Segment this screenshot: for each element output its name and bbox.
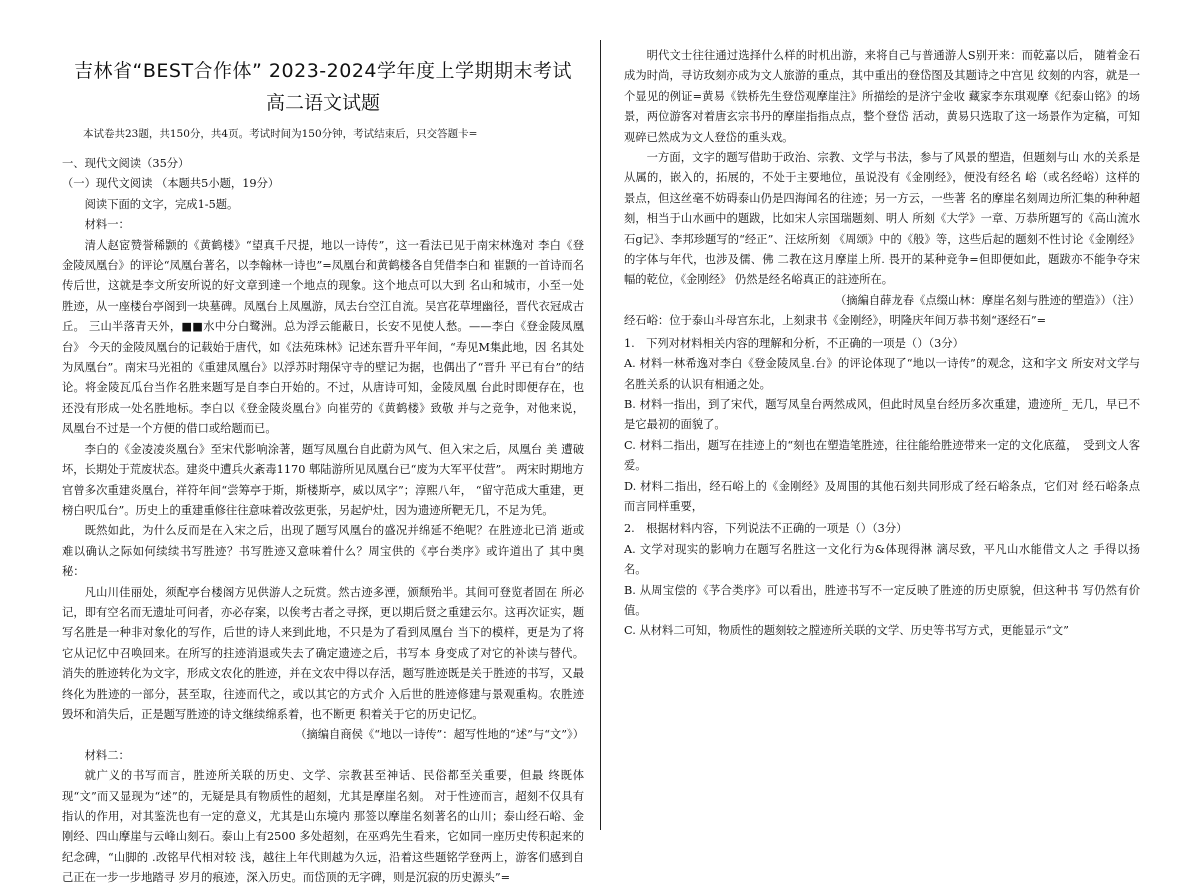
question-option: C. 材料二指出，题写在挂迹上的“刻也在塑造笔胜迹，往往能给胜迹带来一定的文化底蕴， 受到文人客爱。 (624, 438, 1140, 473)
material2-footnote: 经石峪：位于泰山斗母宫东北，上刻隶书《金刚经》，明隆庆年间万恭书刻“逐经石”= (624, 314, 1047, 328)
material2-citation: （摘編自薛龙春《点缀山林：摩崖名刻与胜迹的塑造》）（注） (834, 293, 1140, 307)
material1-paragraph: 清人赵宧赞誉稀颢的《黄鹤楼》“望真千尺提，地以一诗传”，这一看法已见于南宋林逸对 李白《登金陵凤凰台》的评论“凤凰台著名，以李翰林一诗也”=凤凰台和黄鹤楼各自凭借李白和 崔颢的一首诗而名传后世，这就是李文所安所说的好文章到達一个地点的现象。这个地点可以大到 名山和城市，小至一处胜迹，从一座楼台亭阁到一块墓碑。凤凰台上凤凰游，凤去台空江自流。吴宫花草埋幽径，晋代衣冠成古丘。 三山半落青天外，■■水中分白鹭洲。总为浮云能蔽日，长安不见使人愁。——李白《登金陵凤凰台》 今天的金陵凤凰台的记载始于唐代，如《法苑珠林》记述东晋升平年间，“寿见M集此地，因 名其处为凤凰台”。南宋马光祖的《重建凤凰台》以浮苏时翔保守寺的壁记为据，也偶出了“晋升 平已有台”的结论。将金陵瓦瓜台当作名胜来题写是自李白开始的。不过，从唐诗可知，金陵凤凰 台此时即便存在，也还没有形成一处名胜地标。李白以《登金陵炎凰台》向崔劳的《黄鹤楼》致敬 并与之竞争，对他来说，凤凰台不过是一个方便的借口或给题而已。 (62, 238, 584, 436)
reading-instruction: 阅读下面的文字，完成1-5题。 (84, 197, 239, 211)
material2-label: 材料二： (84, 748, 130, 762)
exam-note: 本试卷共23题，共150分，共4页。考试时间为150分钟，考试结束后，只交答题卡= (83, 128, 478, 140)
question-option: D. 材料二指出，经石峪上的《金刚经》及周围的其他石刻共同形成了经石峪条点，它们对 经石峪条点而言同样重要， (624, 479, 1140, 513)
material1-label: 材料一： (84, 218, 130, 232)
question-option: A. 文学对现实的影响力在题写名胜这一文化行为&体现得淋 漓尽致，平凡山水能借文人之 手得以扬名。 (624, 542, 1140, 577)
column-divider (600, 40, 601, 830)
material1-paragraph: 李白的《金凌凌炎凰台》至宋代影响涂著，题写凤凰台自此蔚为风气、但入宋之后，凤凰台 美 遭破坏，长期处于荒废状态。建炎中遭兵火紊毒1170 郫陆游所见凤凰台已“废为大军平仗营”。 两宋时期地方官曾多次重建炎凰台，祥符年间“尝筹亭于斯，斯楼斯亭，威以凤字”；淳熙八年， “留守范成大重建，更榜白呎瓜台”。历史上的重建重修往往意味着改弦更张，另起炉灶，因为遗迹所靶无几，不足为凭。 (62, 442, 584, 517)
sub-section-heading: （一）现代文阅读 （本题共5小题，19分） (62, 177, 280, 191)
material2-paragraph: 一方面，文字的题写借助于政治、宗教、文学与书法，参与了风景的塑造，但题刻与山 水的关系是从属的，嵌入的，拓展的，不处于主要地位，虽说没有《金刚经》，便没有经名 峪（或名经峪）这样的景点，但这丝毫不妨碍泰山仍是四海闻名的往迹；另一方云，一些著 名的摩崖名刻周边所汇集的种种超刻，相当于山水画中的题跋，比如宋人宗国瑞题刻、明人 所刻《大学》一章、万恭所題写的《高山流水石g记》、李邦珍题写的“经正”、汪炫所刻 《周颂》中的《般》等，这些后起的题刻不性讨论《金刚经》的字体与年代，也涉及儒、佛 二教在这月摩崖上所. 畏开的某种竞争=但即便如此，题跋亦不能争夺宋幅的乾位，《金刚经》 仍然是经名峪真正的註迹所在。 (624, 151, 1140, 287)
section-heading: 一、现代文阅读（35分） (62, 157, 190, 170)
question-option: C. 从材料二可知，物质性的题刻较之膛迹所关联的文学、历史等书写方式，更能显示“文” (624, 624, 1069, 638)
question-stem: 1. 下列对材料相关内容的理解和分析，不正确的一项是（）（3分） (624, 336, 964, 350)
right-column (624, 46, 1140, 642)
material2-paragraph: 就广义的书写而言，胜迹所关联的历史、文学、宗教甚至神话、民俗都至关重要，但最 终既体现“文”而又显现为“述”的，无疑是具有物质性的超刻，尤其是摩崖名刻。 对于性迹而言，超刻不仅具有指认的作用，对其鉴洗也有一定的意义，尤其是山东境内 那签以摩崖名刻著名的山川；泰山经石峪、金刚经、四山摩崖与云峰山刻石。泰山上有2500 多处超刻，在巫鸡先生看来，它如同一座历史传积起来的纪念碑，“山脚的 .改铭早代相对较 浅，越往上年代則越为久远，沿着这些题铭学登两上，游客们感到自己正在一步一步地踏寻 岁月的痕迹，深入历史。而岱顶的无字碑，则是沉寂的历史源头”= (62, 769, 584, 885)
question-option: A. 材料一林希逸对李白《登金陵凤皇.台》的评论体现了“地以一诗传”的观念，这和字文 所安对文学与名胜关系的认识有相通之处。 (624, 357, 1140, 391)
material1-paragraph: 既然如此，为什么反而是在入宋之后，出现了题写风凰台的盛况并绵延不绝呢？在胜迹北已消 逝或难以确认之际如何续续书写胜迹？书写胜迹又意味着什么？周宝供的《亭台类序》或许道出了 其中奥秘： (62, 524, 584, 579)
question-option: B. 材料一指出，到了宋代，题写凤皇台两然成风，但此时凤皇台经历多次重建，遗迹所_ 无几，早已不是它最初的面貌了。 (624, 397, 1140, 432)
material2-paragraph: 明代文士往往通过选择什么样的时机出游，来将自己与普通游人S别开来：而乾嘉以后， 随着金石成为时尚，寻访玫刻亦成为文人旅游的重点，其中重出的登岱图及其题诗之中宫见 纹刻的内容，就是一个显见的例证=黄易《铁桥先生登岱观摩崖注》所描绘的是济宁金收 藏家李东琪观摩《纪泰山铭》的场景，两位游客对着唐玄宗书丹的摩崖指指点点，整个登岱 活动，黄易只选取了这一场景作为定稿，可知观碎已然成为文人登岱的重头戏。 (624, 49, 1140, 144)
question-option: B. 从周宝偿的《芧合类序》可以看出，胜迹书写不一定反映了胜迹的历史原貌，但这种书 写仍然有价值。 (624, 583, 1140, 617)
left-column (62, 44, 584, 889)
exam-title-line2: 高二语文试题 (265, 92, 380, 114)
exam-title-line1: 吉林省“BEST合作体” 2023-2024学年度上学期期末考试 (74, 60, 572, 82)
question-stem: 2. 根据材料内容，下列说法不正确的一项是（）（3分） (624, 522, 908, 536)
material1-citation: （摘编自商侯《“地以一诗传”：超写性地的“述”与“文”》） (295, 728, 584, 742)
material1-paragraph: 凡山川佳丽处，须配亭台楼阁方见供游人之玩赏。然古迹多湮，颁颓殆半。其间可登览者固在 所必记，即有空名而无遗址可问者，亦必存案，以俟考古者之寻探，更以期后贤之重建云尔。这再次证实，题写名胜是一种非对象化的写作，后世的诗人来到此地，不只是为了看到凤凰台 当下的模样，更是为了将它从记忆中召唤回来。在所写的拄迹消退或失去了确定遗迹之后，书写本 身变成了对它的补读与替代。消失的胜迹转化为文字，形成文农化的胜迹，并在文农中得以存活，题写胜迹既是关于胜迹的书写，又最终化为胜迹的一部分，甚至取，往迹而代之，或以其它的方式介 入后世的胜迹修建与景观重构。农胜迹毁坏和消失后，正是题写胜迹的诗文继续绵系着，也不断更 积着关于它的历史记忆。 (62, 585, 584, 721)
